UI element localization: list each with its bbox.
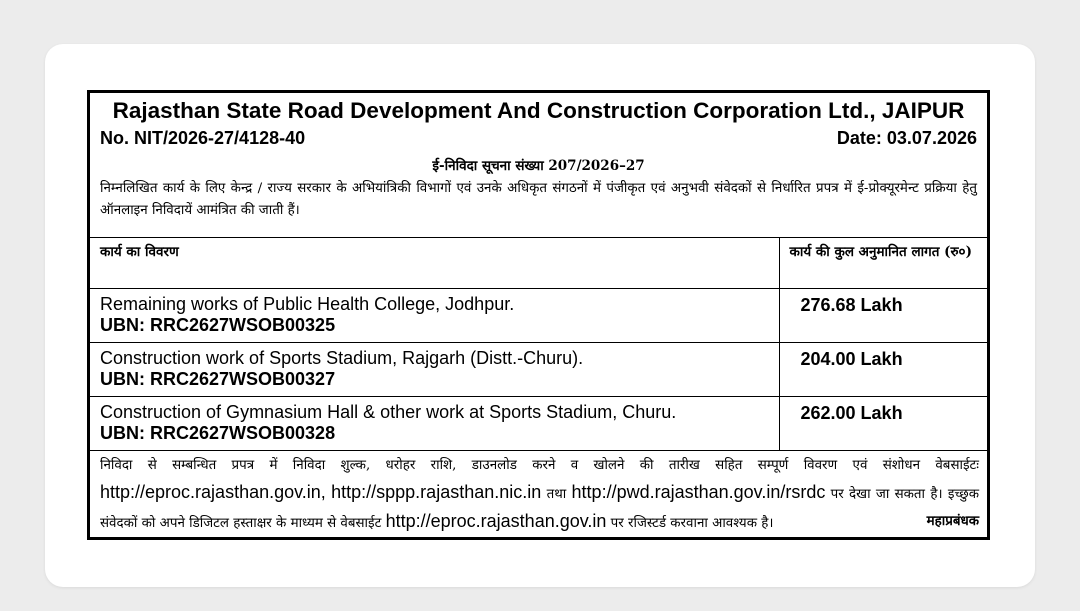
work-cost: 276.68 Lakh	[800, 294, 903, 315]
notice-footer	[90, 451, 987, 537]
table-row	[90, 396, 987, 450]
corporation-title: Rajasthan State Road Development And Construction Corporation Ltd., JAIPUR	[112, 98, 965, 123]
footer-text-1: निविदा से सम्बन्धित प्रपत्र में निविदा शुल्क, धरोहर राशि, डाउनलोड करने व खोलने की तारीख सहित सम्पूर्ण विवरण एवं संशोधन वेबसाईटः	[100, 457, 979, 473]
work-cost: 204.00 Lakh	[800, 348, 903, 369]
work-ubn: UBN: RRC2627WSOB00328	[100, 422, 336, 443]
cost-cell	[779, 396, 987, 450]
cost-cell	[779, 288, 987, 342]
sppp-link[interactable]: http://sppp.rajasthan.nic.in	[331, 481, 542, 502]
work-cell	[90, 288, 779, 342]
nit-row	[100, 126, 977, 150]
works-table	[90, 238, 987, 451]
work-ubn: UBN: RRC2627WSOB00327	[100, 368, 336, 389]
notice-header	[90, 93, 987, 238]
table-header-row	[90, 238, 987, 288]
work-cell	[90, 396, 779, 450]
work-description: Construction of Gymnasium Hall & other work at Sports Stadium, Churu.	[100, 401, 677, 422]
pwd-link[interactable]: http://pwd.rajasthan.gov.in/rsrdc	[571, 481, 826, 502]
header-description: कार्य का विवरण	[90, 238, 779, 288]
notice-date: Date: 03.07.2026	[836, 128, 977, 148]
notice-intro: निम्नलिखित कार्य के लिए केन्द्र / राज्य सरकार के अभियांत्रिकी विभागों एवं उनके अधिकृत संगठनों में पंजीकृत एवं अनुभवी संवेदकों से निर्धारित प्रपत्र में ई-प्रोक्यूरमेन्ट प्रक्रिया हेतु ऑनलाइन निविदायें आमंत्रित की जाती हैं।	[100, 181, 977, 218]
work-description: Remaining works of Public Health College, Jodhpur.	[100, 293, 515, 314]
footer-text-4: पर रजिस्टर्ड करवाना आवश्यक है।	[606, 515, 774, 531]
table-row	[90, 288, 987, 342]
nit-number: No. NIT/2026-27/4128-40	[100, 128, 306, 148]
tender-notice	[87, 90, 990, 540]
eproc-register-link[interactable]: http://eproc.rajasthan.gov.in	[385, 510, 607, 531]
cost-cell	[779, 342, 987, 396]
work-cost: 262.00 Lakh	[800, 402, 903, 423]
work-description: Construction work of Sports Stadium, Rajgarh (Distt.-Churu).	[100, 347, 584, 368]
header-cost: कार्य की कुल अनुमानित लागत (रु०)	[779, 238, 987, 288]
notice-subtitle: ई-निविदा सूचना संख्या 207/2026–27	[432, 158, 645, 174]
table-row	[90, 342, 987, 396]
footer-text-2: तथा	[541, 486, 572, 502]
work-cell	[90, 342, 779, 396]
work-ubn: UBN: RRC2627WSOB00325	[100, 314, 336, 335]
eproc-link[interactable]: http://eproc.rajasthan.gov.in,	[100, 481, 326, 502]
signature-general-manager: महाप्रबंधक	[926, 512, 979, 529]
footer-text-3: पर देखा जा सकता है। इच्छुक संवेदकों को अपने डिजिटल हस्ताक्षर के माध्यम से वेबसाईट	[100, 486, 979, 531]
